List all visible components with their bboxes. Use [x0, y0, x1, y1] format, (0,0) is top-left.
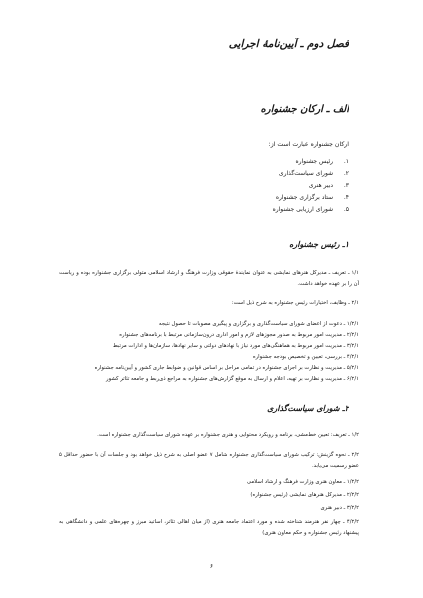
paragraph: ۲/۱ ـ وظایف، اختیارات رئیس جشنواره به شرح ذیل است: [231, 300, 359, 306]
section-2-title: ۲ـ شورای سیاست‌گذاری [267, 403, 349, 413]
page-number: ۶ [209, 563, 214, 570]
pillars-list [149, 156, 349, 216]
list-item: ۱. رئیس جشنواره [295, 158, 349, 165]
list-item: ۱/۲/۲ ـ معاون هنری وزارت فرهنگ و ارشاد اسلامی [246, 479, 359, 485]
list-item: ۳/۲/۲ ـ دبیر هنری [320, 505, 359, 511]
intro-text: ارکان جشنواره عبارت است از: [268, 141, 349, 148]
list-item: ۴/۲/۱ ـ بررسی، تعیین و تخصیص بودجه جشنواره [252, 354, 359, 360]
list-item: ۴. ستاد برگزاری جشنواره [275, 194, 349, 201]
paragraph: ۱/۱ ـ تعریف ـ مدیرکل هنرهای نمایشی به عنوان نمایندهٔ حقوقی وزارت فرهنگ و ارشاد اسلامی متولی برگزاری جشنواره بوده و ریاست آن را بر عهده خواهد داشت. [59, 270, 359, 287]
list-item: ۱/۲/۱ ـ دعوت از اعضای شورای سیاست‌گذاری و برگزاری و پیگیری مصوبات تا حصول نتیجه [158, 321, 359, 327]
list-item: ۵. شورای ارزیابی جشنواره [272, 206, 349, 213]
list-item: ۶/۲/۱ ـ مدیریت و نظارت بر تهیه، اعلام و ارسال به موقع گزارش‌های جشنواره به مراجع ذی‌ربط و جامعه تئاتر کشور [106, 376, 359, 382]
list-item: ۳/۲/۱ ـ مدیریت امور مربوط به هماهنگی‌های مورد نیاز با نهادهای دولتی و سایر نهادها، سازمان‌ها و ادارات مرتبط [112, 343, 359, 349]
list-item: ۲. شورای سیاست‌گذاری [278, 170, 349, 177]
paragraph: ۲/۲ ـ نحوه گزینش: ترکیب شورای سیاست‌گذاری جشنواره شامل ۷ عضو اصلی به شرح ذیل خواهد بود و جلسات آن با حضور حداقل ۵ عضو رسمیت می‌یابد. [59, 452, 359, 469]
section-1-title: ۱ـ رئیس جشنواره [289, 239, 349, 249]
paragraph: ۱/۲ ـ تعریف: تعیین خط‌مشی، برنامه و رویکرد محتوایی و هنری جشنواره بر عهده شورای سیاست‌گذاری جشنواره است. [97, 432, 359, 438]
section-a-title: الف ـ ارکان جشنواره [260, 104, 349, 115]
list-item: ۵/۲/۱ ـ مدیریت و نظارت بر اجرای جشنواره در تمامی مراحل بر اساس قوانین و ضوابط جاری کشور و آیین‌نامه جشنواره [94, 365, 359, 371]
list-item: ۲/۲/۱ ـ مدیریت امور مربوط به صدور مجوزهای لازم و امور اداری درون‌سازمانی مرتبط با برنامه‌های جشنواره [119, 332, 359, 338]
list-item: ۳. دبیر هنری [308, 182, 349, 189]
paragraph: ۴/۲/۲ ـ چهار نفر هنرمند شناخته شده و مورد اعتماد جامعه هنری (از میان اهالی تئاتر، اساتید مبرز و چهره‌های علمی و دانشگاهی به پیشنهاد رئیس جشنواره و حکم معاون هنری) [59, 519, 359, 536]
chapter-title: فصل دوم ـ آیین‌نامهٔ اجرایی [228, 38, 349, 50]
list-item: ۲/۲/۲ ـ مدیرکل هنرهای نمایشی (رئیس جشنواره) [250, 492, 359, 498]
